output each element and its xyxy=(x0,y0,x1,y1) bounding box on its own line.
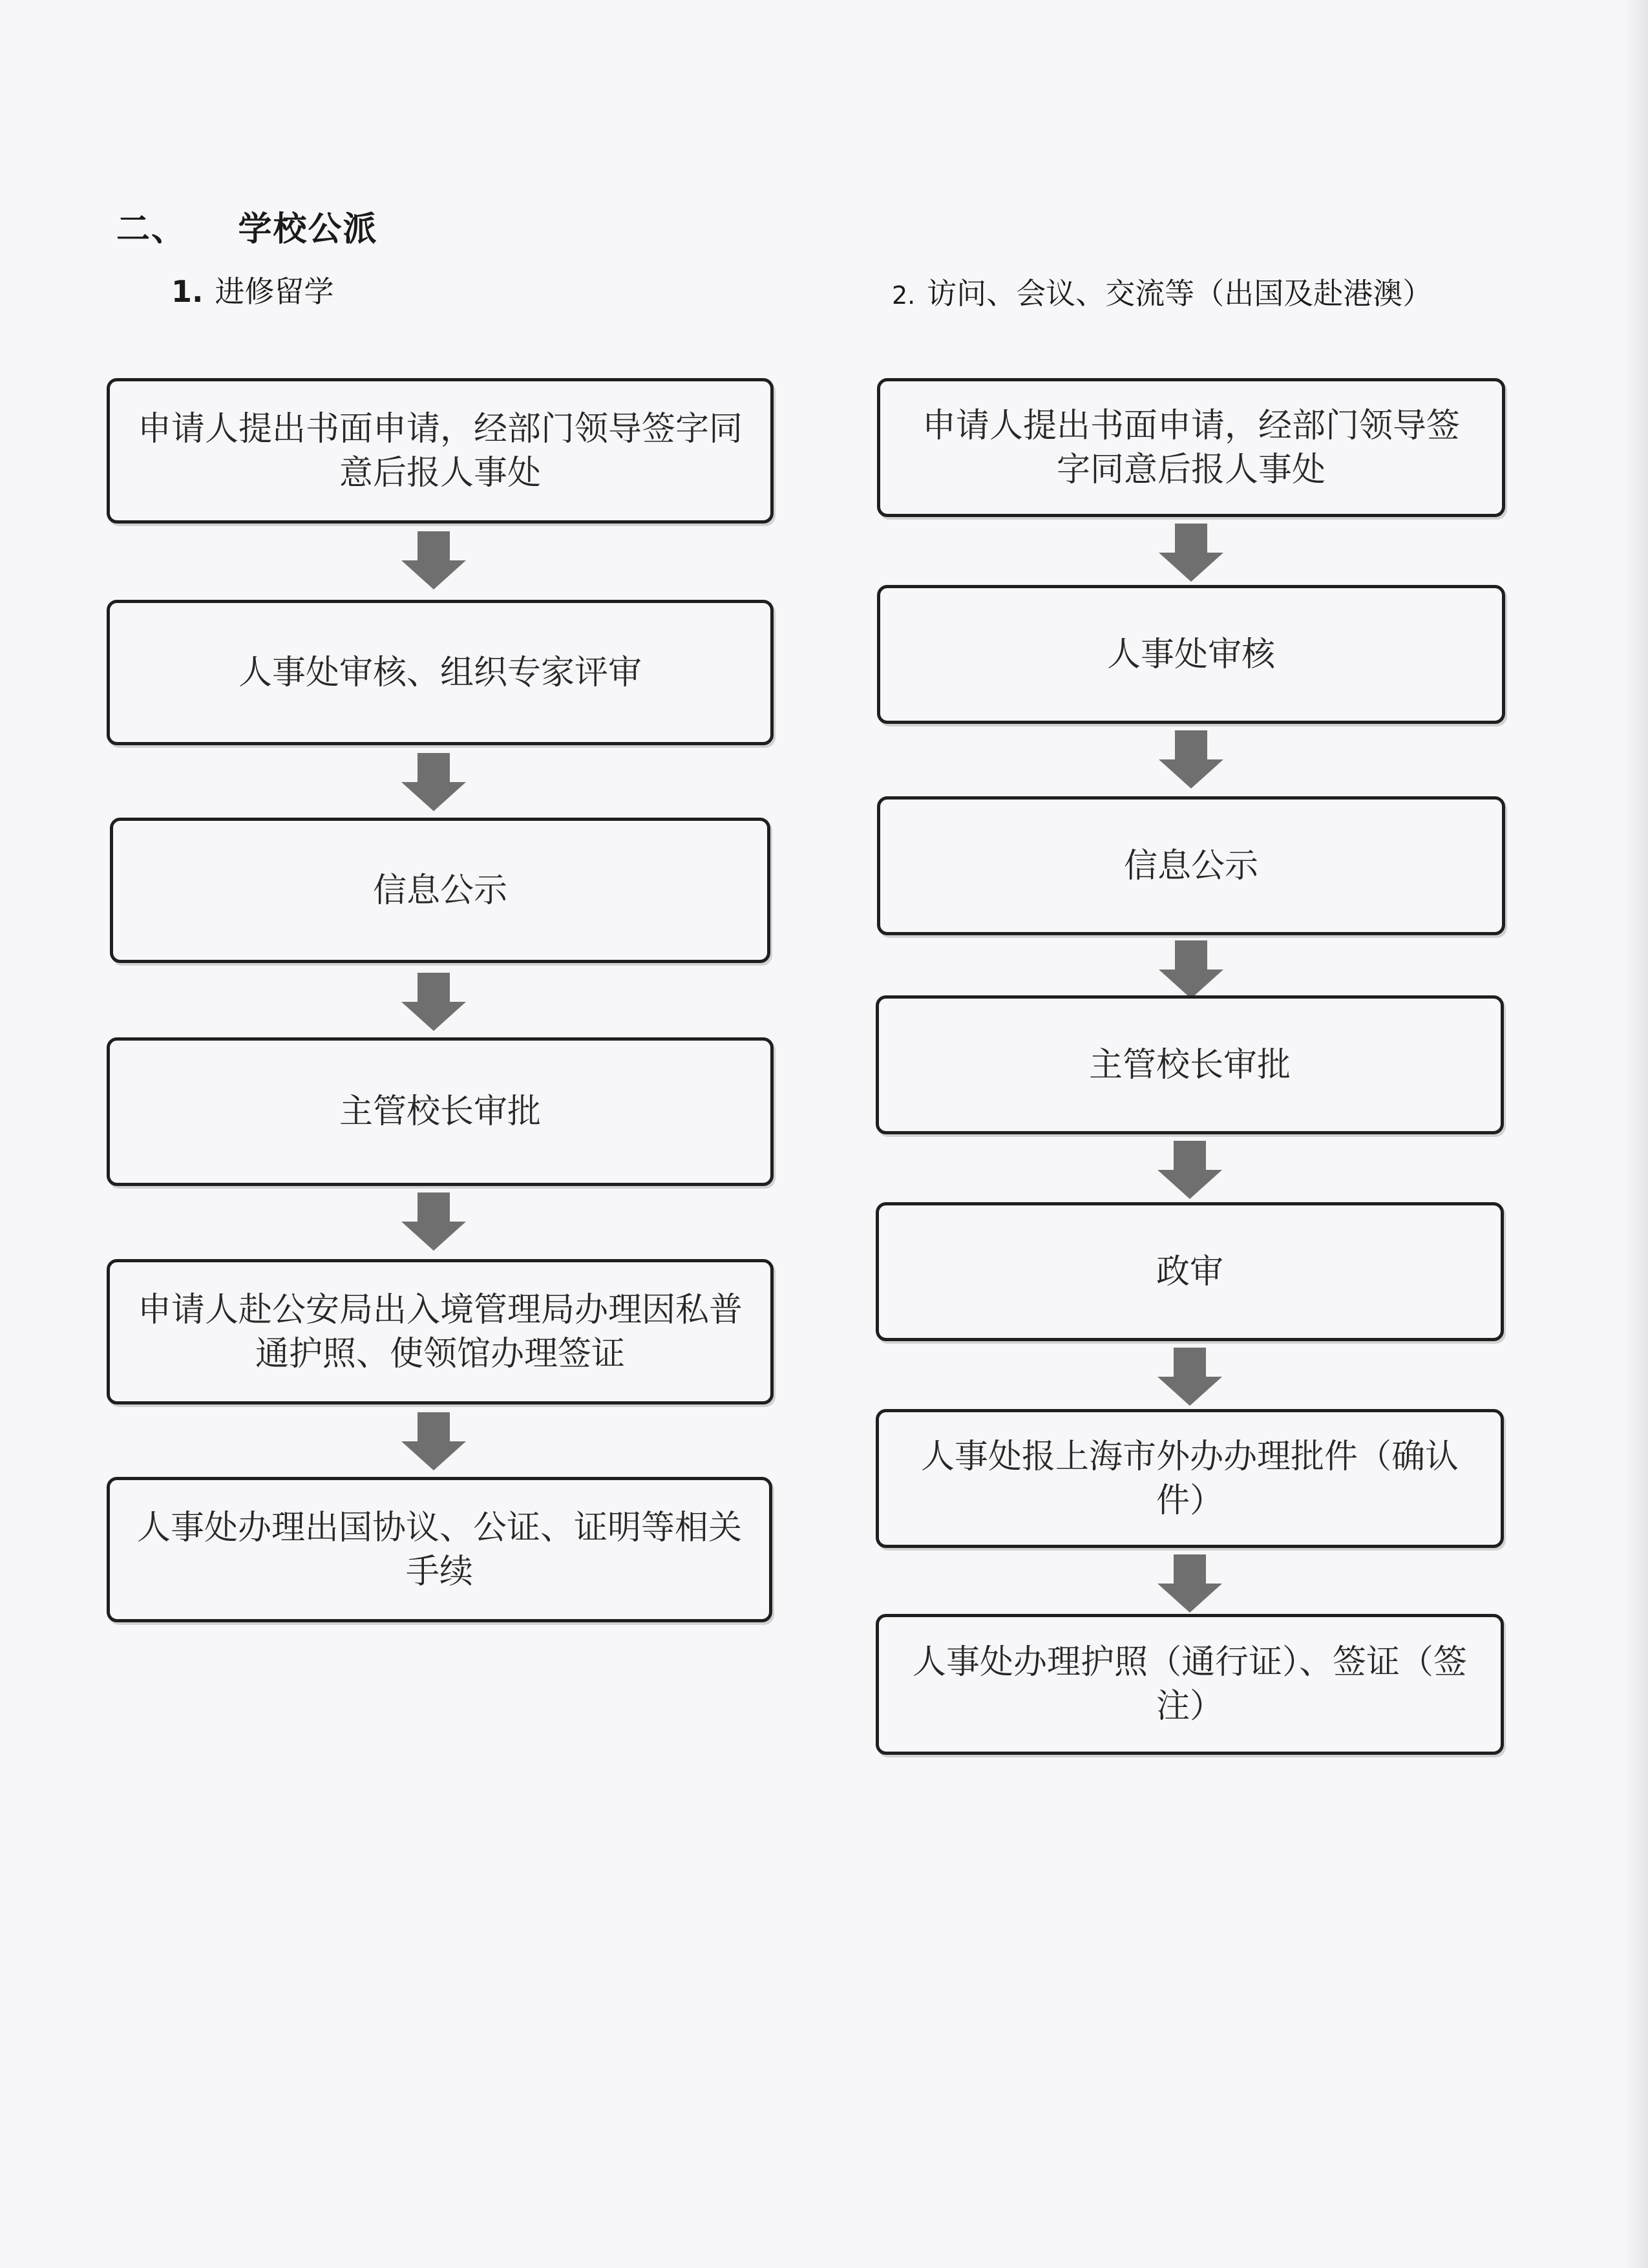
right-flow-title: 访问、会议、交流等（出国及赴港澳） xyxy=(927,276,1433,311)
right-arrow-2 xyxy=(1159,730,1223,789)
right-step-3-box: 信息公示 xyxy=(877,796,1505,935)
left-flow-title: 进修留学 xyxy=(215,274,334,309)
left-step-2-box: 人事处审核、组织专家评审 xyxy=(107,600,774,745)
section-number: 二、 xyxy=(116,210,187,249)
left-step-6-box: 人事处办理出国协议、公证、证明等相关手续 xyxy=(107,1477,772,1622)
left-flow-number: 1. xyxy=(171,274,204,309)
left-arrow-1 xyxy=(401,531,466,589)
right-step-4-box: 主管校长审批 xyxy=(876,995,1504,1134)
right-step-6-box: 人事处报上海市外办办理批件（确认件） xyxy=(876,1409,1504,1548)
right-arrow-3 xyxy=(1159,940,1223,999)
right-flow-heading xyxy=(892,270,1432,313)
left-arrow-2 xyxy=(401,753,466,811)
right-flow-number: 2. xyxy=(892,281,916,310)
left-step-3-box: 信息公示 xyxy=(110,818,770,963)
right-step-1-box: 申请人提出书面申请，经部门领导签字同意后报人事处 xyxy=(877,378,1505,517)
section-title: 学校公派 xyxy=(238,210,378,249)
page-edge-shadow xyxy=(1625,0,1648,2268)
right-step-7-box: 人事处办理护照（通行证）、签证（签注） xyxy=(876,1614,1504,1755)
right-arrow-4 xyxy=(1157,1141,1222,1199)
left-flow-heading xyxy=(171,268,333,311)
left-step-1-box: 申请人提出书面申请，经部门领导签字同意后报人事处 xyxy=(107,378,774,524)
right-step-2-box: 人事处审核 xyxy=(877,585,1505,724)
left-step-5-box: 申请人赴公安局出入境管理局办理因私普通护照、使领馆办理签证 xyxy=(107,1259,774,1404)
left-arrow-5 xyxy=(401,1412,466,1470)
section-heading xyxy=(116,202,377,250)
right-arrow-1 xyxy=(1159,524,1223,582)
right-step-5-box: 政审 xyxy=(876,1202,1504,1341)
right-arrow-6 xyxy=(1157,1554,1222,1613)
left-arrow-4 xyxy=(401,1192,466,1251)
left-step-4-box: 主管校长审批 xyxy=(107,1037,774,1186)
left-arrow-3 xyxy=(401,973,466,1031)
right-arrow-5 xyxy=(1157,1348,1222,1406)
